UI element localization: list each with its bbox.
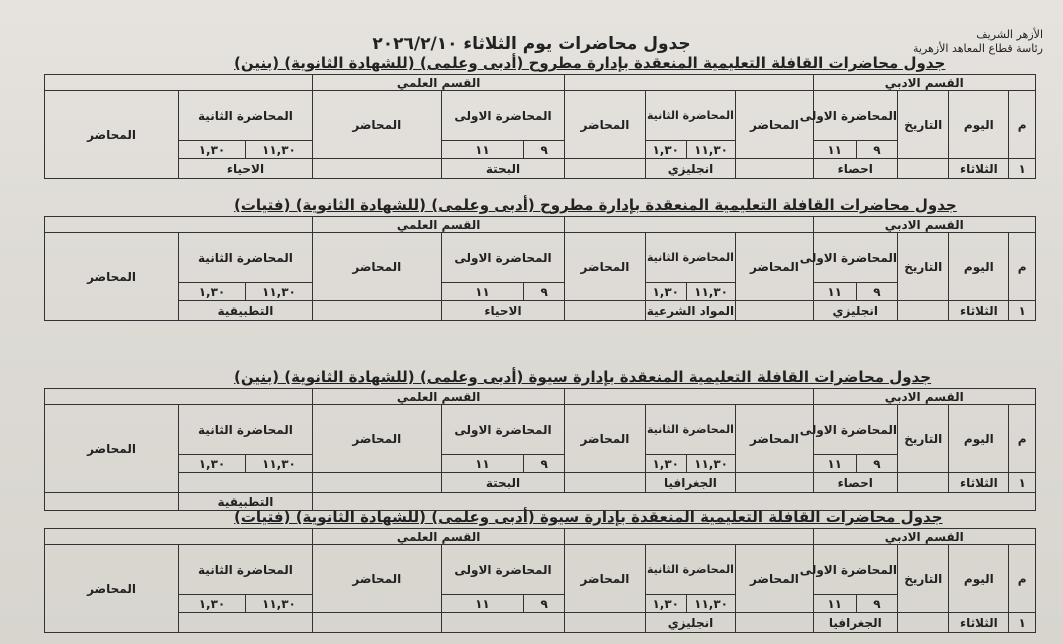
sci-subject-1: البحتة bbox=[441, 159, 565, 179]
row-day: الثلاثاء bbox=[949, 473, 1009, 493]
col-date: التاريخ bbox=[897, 233, 949, 301]
time-130: ١,٣٠ bbox=[179, 141, 246, 159]
literary-section-header: القسم الادبي bbox=[813, 75, 1035, 91]
sci-subject-2: الاحياء bbox=[179, 159, 313, 179]
scientific-section-header: القسم العلمي bbox=[312, 389, 564, 405]
sci-lecture1-header: المحاضرة الاولى bbox=[441, 233, 565, 283]
sci-lecturer-1 bbox=[312, 301, 441, 321]
spacer bbox=[45, 529, 313, 545]
sci-subject-2 bbox=[179, 613, 313, 633]
time-130: ١,٣٠ bbox=[645, 455, 686, 473]
sci-lecture2-header: المحاضرة الثانية bbox=[179, 233, 313, 283]
sci-lecturer2-header: المحاضر bbox=[45, 545, 179, 633]
section-title: جدول محاضرات القافلة التعليمية المنعقدة بإدارة سيوة (أدبى وعلمى) (للشهادة الثانوية) (فتيات) bbox=[234, 508, 943, 526]
time-11: ١١ bbox=[813, 455, 856, 473]
schedule-table bbox=[44, 74, 1036, 179]
lit-subject-2: الجغرافيا bbox=[645, 473, 736, 493]
lit-lecture1-header: المحاضرة الاولى bbox=[813, 545, 897, 595]
sci-lecturer1-header: المحاضر bbox=[312, 233, 441, 301]
lit-lecture2-header: المحاضرة الثانية bbox=[645, 91, 736, 141]
lit-lecturer-2 bbox=[565, 613, 645, 633]
sci-lecturer-1 bbox=[312, 613, 441, 633]
col-m: م bbox=[1009, 545, 1036, 613]
lit-subject-1: الجغرافيا bbox=[813, 613, 897, 633]
col-m: م bbox=[1009, 405, 1036, 473]
time-9: ٩ bbox=[856, 595, 897, 613]
spacer bbox=[45, 75, 313, 91]
schedule-table bbox=[44, 388, 1036, 511]
literary-section-header: القسم الادبي bbox=[813, 217, 1035, 233]
page-title: جدول محاضرات يوم الثلاثاء ٢٠٢٦/٢/١٠ bbox=[372, 34, 691, 54]
literary-section-header: القسم الادبي bbox=[813, 389, 1035, 405]
col-date: التاريخ bbox=[897, 91, 949, 159]
section-title: جدول محاضرات القافلة التعليمية المنعقدة بإدارة سيوة (أدبى وعلمى) (للشهادة الثانوية) (بنين) bbox=[234, 368, 932, 386]
sci-subject-2 bbox=[179, 473, 313, 493]
sci-lecturer2-header: المحاضر bbox=[45, 91, 179, 179]
time-1130: ١١,٣٠ bbox=[686, 141, 735, 159]
lit-lecture1-header: المحاضرة الاولى bbox=[813, 405, 897, 455]
time-130: ١,٣٠ bbox=[645, 141, 686, 159]
schedule-table bbox=[44, 528, 1036, 633]
time-130: ١,٣٠ bbox=[179, 455, 246, 473]
time-9: ٩ bbox=[856, 141, 897, 159]
sci-lecturer1-header: المحاضر bbox=[312, 405, 441, 473]
spacer bbox=[565, 529, 813, 545]
time-1130: ١١,٣٠ bbox=[686, 595, 735, 613]
time-11: ١١ bbox=[441, 141, 523, 159]
spacer bbox=[45, 389, 313, 405]
time-11: ١١ bbox=[441, 595, 523, 613]
sci-lecture2-header: المحاضرة الثانية bbox=[179, 405, 313, 455]
org-name: الأزهر الشريف bbox=[976, 28, 1043, 41]
sci-extra-subject: التطبيقية bbox=[179, 493, 313, 511]
sci-lecturer-1 bbox=[312, 159, 441, 179]
lit-lecturer2-header: المحاضر bbox=[565, 233, 645, 301]
sci-subject-1: الاحياء bbox=[441, 301, 565, 321]
spacer bbox=[565, 75, 813, 91]
time-11: ١١ bbox=[813, 141, 856, 159]
time-9: ٩ bbox=[856, 283, 897, 301]
lit-subject-1: احصاء bbox=[813, 473, 897, 493]
scientific-section-header: القسم العلمي bbox=[312, 75, 564, 91]
row-day: الثلاثاء bbox=[949, 301, 1009, 321]
section-title: جدول محاضرات القافلة التعليمية المنعقدة بإدارة مطروح (أدبى وعلمى) (للشهادة الثانوية) (فتيات) bbox=[234, 196, 957, 214]
time-1130: ١١,٣٠ bbox=[245, 595, 312, 613]
time-1130: ١١,٣٠ bbox=[686, 283, 735, 301]
col-m: م bbox=[1009, 91, 1036, 159]
col-day: اليوم bbox=[949, 405, 1009, 473]
literary-section-header: القسم الادبي bbox=[813, 529, 1035, 545]
row-number: ١ bbox=[1009, 473, 1036, 493]
lit-lecturer1-header: المحاضر bbox=[736, 405, 813, 473]
sci-lecture2-header: المحاضرة الثانية bbox=[179, 545, 313, 595]
sci-lecturer2-header: المحاضر bbox=[45, 405, 179, 493]
lit-lecturer-1 bbox=[736, 473, 813, 493]
section-title: جدول محاضرات القافلة التعليمية المنعقدة بإدارة مطروح (أدبى وعلمى) (للشهادة الثانوية) (بنين) bbox=[234, 54, 946, 72]
col-day: اليوم bbox=[949, 545, 1009, 613]
scientific-section-header: القسم العلمي bbox=[312, 529, 564, 545]
row-number: ١ bbox=[1009, 301, 1036, 321]
lit-subject-1: انجليزي bbox=[813, 301, 897, 321]
sci-lecturer2-header: المحاضر bbox=[45, 233, 179, 321]
col-day: اليوم bbox=[949, 91, 1009, 159]
lit-lecture2-header: المحاضرة الثانية bbox=[645, 405, 736, 455]
lit-lecturer1-header: المحاضر bbox=[736, 545, 813, 613]
time-11: ١١ bbox=[441, 455, 523, 473]
org-sector: رئاسة قطاع المعاهد الأزهرية bbox=[913, 42, 1043, 55]
col-day: اليوم bbox=[949, 233, 1009, 301]
col-date: التاريخ bbox=[897, 405, 949, 473]
row-day: الثلاثاء bbox=[949, 613, 1009, 633]
lit-lecturer-1 bbox=[736, 301, 813, 321]
time-130: ١,٣٠ bbox=[179, 595, 246, 613]
time-11: ١١ bbox=[813, 283, 856, 301]
lit-lecturer-2 bbox=[565, 473, 645, 493]
lit-lecture1-header: المحاضرة الاولى bbox=[813, 91, 897, 141]
lit-lecture2-header: المحاضرة الثانية bbox=[645, 545, 736, 595]
time-9: ٩ bbox=[524, 141, 565, 159]
row-date bbox=[897, 473, 949, 493]
sci-subject-1: البحتة bbox=[441, 473, 565, 493]
lit-lecturer2-header: المحاضر bbox=[565, 91, 645, 159]
row-day: الثلاثاء bbox=[949, 159, 1009, 179]
spacer bbox=[565, 389, 813, 405]
row-number: ١ bbox=[1009, 159, 1036, 179]
time-130: ١,٣٠ bbox=[179, 283, 246, 301]
lit-lecturer1-header: المحاضر bbox=[736, 233, 813, 301]
time-11: ١١ bbox=[813, 595, 856, 613]
lit-subject-1: احصاء bbox=[813, 159, 897, 179]
time-1130: ١١,٣٠ bbox=[245, 455, 312, 473]
sci-subject-1 bbox=[441, 613, 565, 633]
spacer bbox=[45, 493, 179, 511]
col-m: م bbox=[1009, 233, 1036, 301]
time-9: ٩ bbox=[524, 455, 565, 473]
schedule-table bbox=[44, 216, 1036, 321]
lit-subject-2: انجليزي bbox=[645, 613, 736, 633]
time-9: ٩ bbox=[524, 595, 565, 613]
time-9: ٩ bbox=[524, 283, 565, 301]
lit-lecturer2-header: المحاضر bbox=[565, 405, 645, 473]
spacer bbox=[565, 217, 813, 233]
lit-lecture2-header: المحاضرة الثانية bbox=[645, 233, 736, 283]
sci-lecturer-1 bbox=[312, 473, 441, 493]
time-130: ١,٣٠ bbox=[645, 595, 686, 613]
time-1130: ١١,٣٠ bbox=[686, 455, 735, 473]
time-11: ١١ bbox=[441, 283, 523, 301]
time-9: ٩ bbox=[856, 455, 897, 473]
sci-lecture1-header: المحاضرة الاولى bbox=[441, 405, 565, 455]
sci-subject-2: التطبيقية bbox=[179, 301, 313, 321]
sci-lecture2-header: المحاضرة الثانية bbox=[179, 91, 313, 141]
row-date bbox=[897, 159, 949, 179]
row-date bbox=[897, 301, 949, 321]
sci-lecture1-header: المحاضرة الاولى bbox=[441, 545, 565, 595]
time-130: ١,٣٠ bbox=[645, 283, 686, 301]
row-date bbox=[897, 613, 949, 633]
lit-lecturer2-header: المحاضر bbox=[565, 545, 645, 613]
lit-subject-2: المواد الشرعية bbox=[645, 301, 736, 321]
scientific-section-header: القسم العلمي bbox=[312, 217, 564, 233]
sci-lecturer1-header: المحاضر bbox=[312, 91, 441, 159]
lit-lecturer-1 bbox=[736, 159, 813, 179]
lit-lecturer-2 bbox=[565, 301, 645, 321]
lit-lecturer-2 bbox=[565, 159, 645, 179]
row-number: ١ bbox=[1009, 613, 1036, 633]
time-1130: ١١,٣٠ bbox=[245, 283, 312, 301]
sci-lecturer1-header: المحاضر bbox=[312, 545, 441, 613]
lit-lecture1-header: المحاضرة الاولى bbox=[813, 233, 897, 283]
time-1130: ١١,٣٠ bbox=[245, 141, 312, 159]
sci-lecture1-header: المحاضرة الاولى bbox=[441, 91, 565, 141]
lit-subject-2: انجليزي bbox=[645, 159, 736, 179]
spacer bbox=[45, 217, 313, 233]
col-date: التاريخ bbox=[897, 545, 949, 613]
lit-lecturer1-header: المحاضر bbox=[736, 91, 813, 159]
lit-lecturer-1 bbox=[736, 613, 813, 633]
